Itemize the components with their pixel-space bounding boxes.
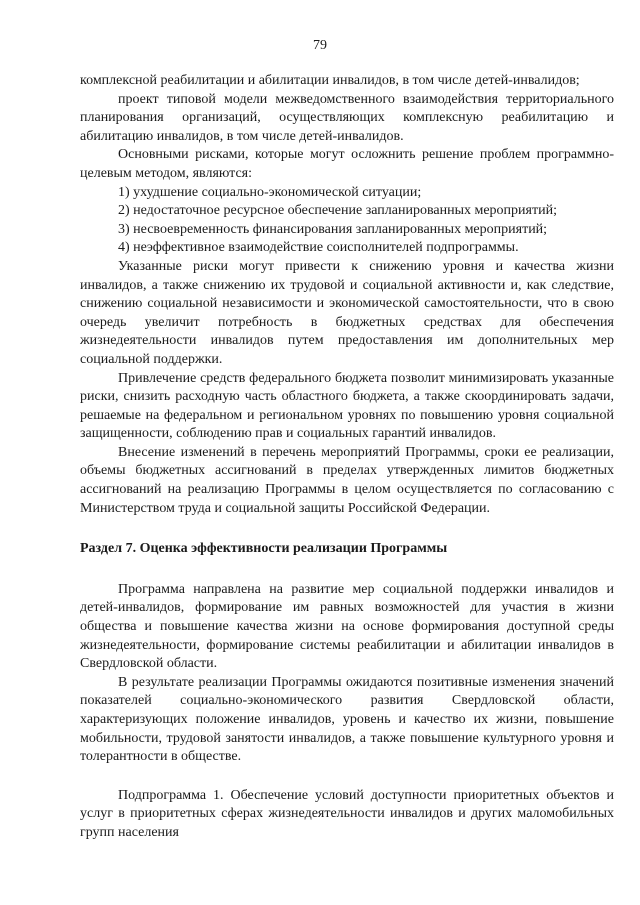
risk-item-4: 4) неэффективное взаимодействие соисполнителей подпрограммы. [118,240,519,256]
section-heading: Раздел 7. Оценка эффективности реализации Программы [80,541,448,557]
paragraph-expected-results: В результате реализации Программы ожидаются позитивные изменения значений показателей социально-экономического развития Свердловской области, характеризующих положение инвалидов, уровень и качество их жизни, повышение мобильности, трудовой занятости инвалидов, а также повышение культурного уровня и толерантности в обществе. [80,674,614,765]
paragraph-risks-intro: Основными рисками, которые могут осложнить решение проблем программно-целевым методом, являются: [80,147,614,181]
paragraph-risk-consequences: Указанные риски могут привести к снижению уровня и качества жизни инвалидов, а также снижению их трудовой и социальной активности и, как следствие, снижению социальной независимости и экономической самостоятельности, что в свою очередь увеличит потребность в бюджетных средствах для обеспечения жизнедеятельности инвалидов путем предоставления им дополнительных мер социальной поддержки. [80,258,614,367]
risk-item-1: 1) ухудшение социально-экономической ситуации; [118,184,422,200]
page-number: 79 [313,38,327,53]
paragraph-program-changes: Внесение изменений в перечень мероприятий Программы, сроки ее реализации, объемы бюджетных ассигнований в пределах утвержденных лимитов бюджетных ассигнований на реализацию Программы в целом осуществляется по согласованию с Министерством труда и социальной защиты Российской Федерации. [80,444,614,516]
risk-item-2: 2) недостаточное ресурсное обеспечение запланированных мероприятий; [118,203,557,219]
paragraph-federal-funds: Привлечение средств федерального бюджета позволит минимизировать указанные риски, снизить расходную часть областного бюджета, а также скоординировать задачи, решаемые на федеральном и региональном уровнях по повышению уровня социальной защищенности, соблюдению прав и социальных гарантий инвалидов. [80,370,614,442]
paragraph-subprogram-1: Подпрограмма 1. Обеспечение условий доступности приоритетных объектов и услуг в приоритетных сферах жизнедеятельности инвалидов и других маломобильных групп населения [80,787,614,840]
paragraph-program-goal: Программа направлена на развитие мер социальной поддержки инвалидов и детей-инвалидов, формирование им равных возможностей для участия в жизни общества и повышение качества жизни на основе формирования доступной среды жизнедеятельности, формирование системы реабилитации и абилитации инвалидов в Свердловской области. [80,581,614,672]
paragraph-continuation: комплексной реабилитации и абилитации инвалидов, в том числе детей-инвалидов; [80,73,580,88]
document-body [80,72,614,843]
risk-item-3: 3) несвоевременность финансирования запланированных мероприятий; [118,221,548,237]
paragraph-model-project: проект типовой модели межведомственного взаимодействия территориального планирования организаций, осуществляющих комплексную реабилитацию и абилитацию инвалидов, в том числе детей-инвалидов. [80,91,614,144]
